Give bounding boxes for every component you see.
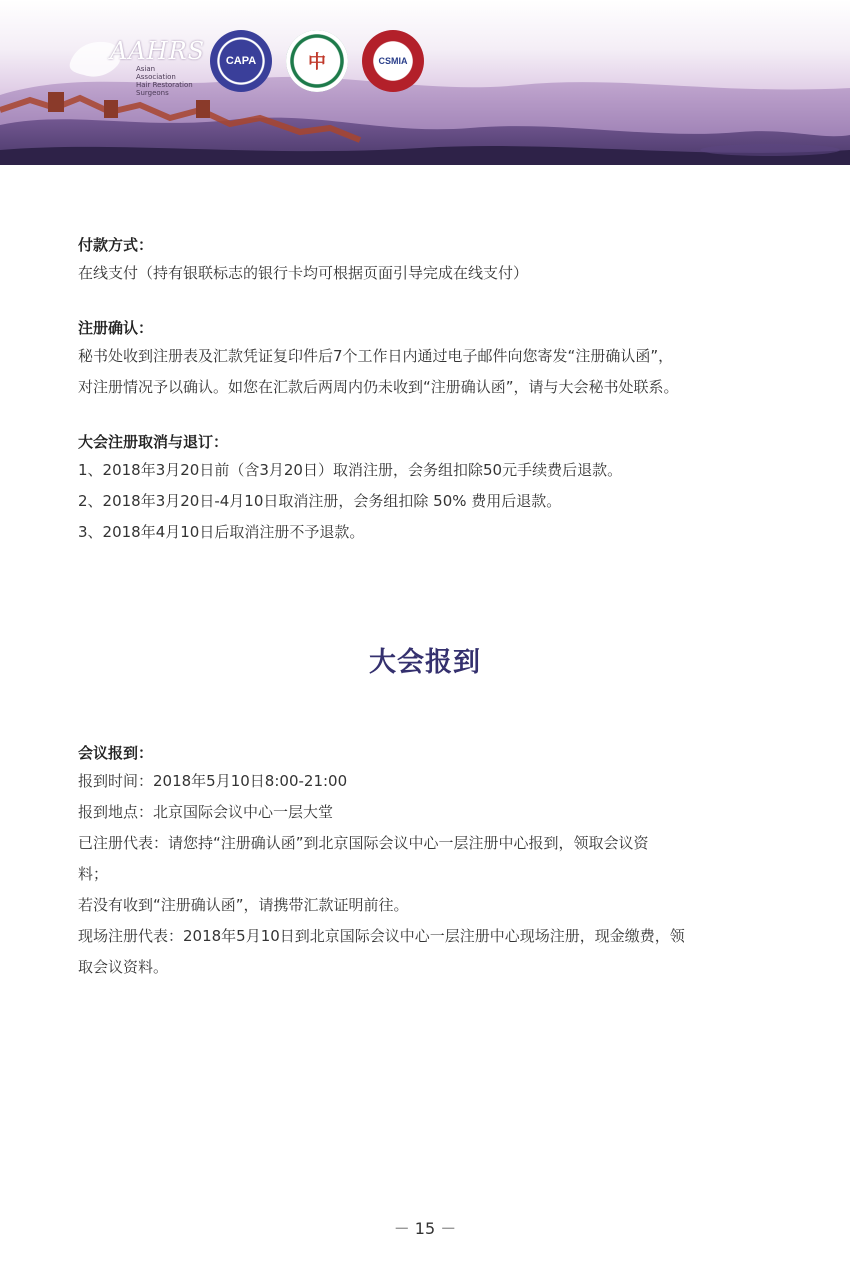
cancel-line: 1、2018年3月20日前（含3月20日）取消注册，会务组扣除50元手续费后退款。 <box>78 461 623 479</box>
checkin-line: 取会议资料。 <box>78 958 169 976</box>
csmia-seal: CSMIA <box>362 30 424 92</box>
aahrs-wordmark: AAHRS <box>110 37 206 65</box>
registration-info <box>78 232 778 548</box>
checkin-line: 现场注册代表：2018年5月10日到北京国际会议中心一层注册中心现场注册，现金缴费，领 <box>78 927 685 945</box>
confirm-line: 对注册情况予以确认。如您在汇款后两周内仍未收到“注册确认函”，请与大会秘书处联系。 <box>78 378 679 396</box>
organizer-logos <box>66 30 424 97</box>
checkin-line: 料； <box>78 865 109 883</box>
payment-text: 在线支付（持有银联标志的银行卡均可根据页面引导完成在线支付） <box>78 264 529 282</box>
checkin-line: 若没有收到“注册确认函”，请携带汇款证明前往。 <box>78 896 409 914</box>
checkin-info <box>78 740 778 983</box>
checkin-line: 报到地点：北京国际会议中心一层大堂 <box>78 803 334 821</box>
cma-seal: 中 <box>286 30 348 92</box>
capa-seal: CAPA <box>210 30 272 92</box>
aahrs-subtitle: Asian Association Hair Restoration Surgeons <box>136 65 193 97</box>
section-title: 大会报到 <box>369 647 481 678</box>
page-number: － 15 － <box>393 1219 457 1238</box>
checkin-line: 已注册代表：请您持“注册确认函”到北京国际会议中心一层注册中心报到，领取会议资 <box>78 834 649 852</box>
cancel-line: 2、2018年3月20日-4月10日取消注册，会务组扣除 50% 费用后退款。 <box>78 492 562 510</box>
cancel-heading: 大会注册取消与退订： <box>78 433 229 451</box>
confirm-line: 秘书处收到注册表及汇款凭证复印件后7个工作日内通过电子邮件向您寄发“注册确认函”， <box>78 347 674 365</box>
checkin-line: 报到时间：2018年5月10日8:00-21:00 <box>78 772 348 790</box>
aahrs-logo <box>66 31 206 97</box>
confirm-heading: 注册确认： <box>78 319 154 337</box>
checkin-heading: 会议报到： <box>78 744 154 762</box>
header-banner <box>0 0 850 165</box>
payment-heading: 付款方式： <box>78 236 154 254</box>
cancel-line: 3、2018年4月10日后取消注册不予退款。 <box>78 523 365 541</box>
